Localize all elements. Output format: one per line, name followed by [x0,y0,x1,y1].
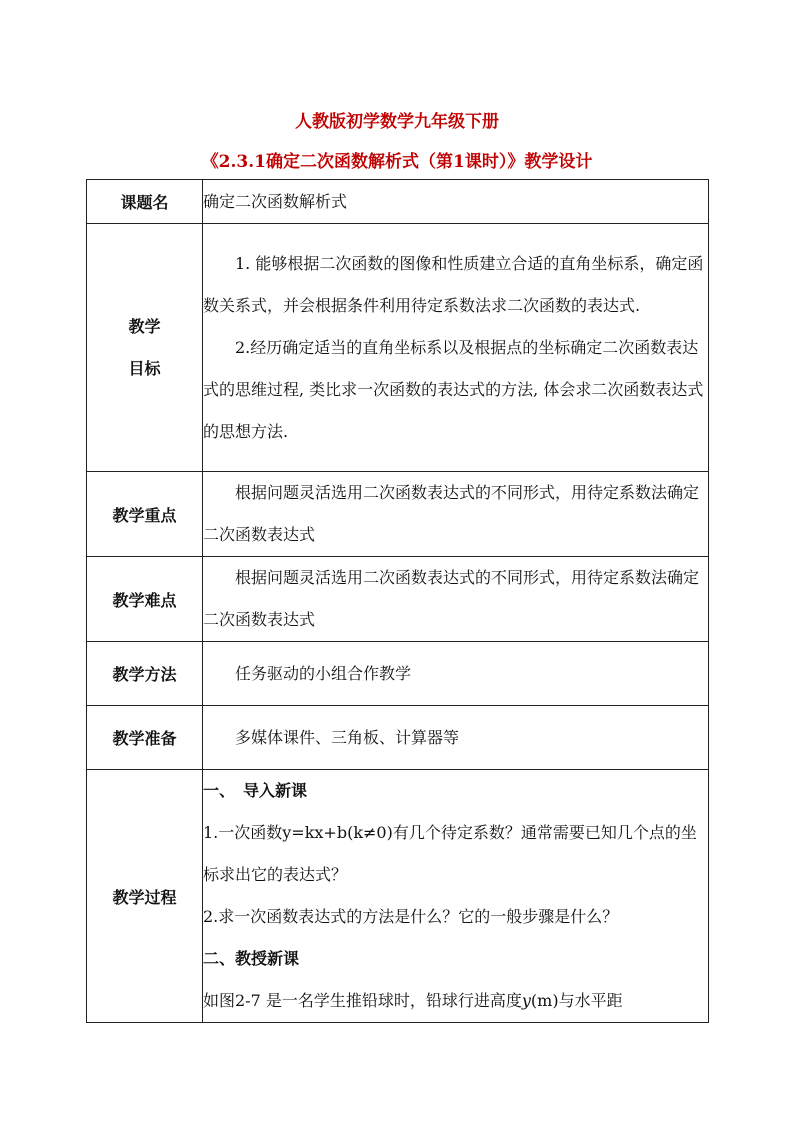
row-method [87,642,709,706]
topic-text: 确定二次函数解析式 [203,191,348,211]
method-text: 任务驱动的小组合作教学 [235,663,412,683]
process-text-b: (m)与水平距 [530,991,623,1010]
difficulties-text: 根据问题灵活选用二次函数表达式的不同形式，用待定系数法确定二次函数表达式 [203,568,700,629]
goals-label-line1: 教学 [128,316,161,336]
preparation-label: 教学准备 [87,706,203,770]
process-value [203,770,709,1023]
document-title-line1: 人教版初学数学九年级下册 [295,112,499,132]
row-preparation [87,706,709,770]
process-question-2: 2.求一次函数表达式的方法是什么？它的一般步骤是什么？ [203,907,619,926]
difficulties-label: 教学难点 [87,557,203,642]
topic-value [203,180,709,224]
row-goals [87,224,709,472]
preparation-text: 多媒体课件、三角板、计算器等 [235,727,460,747]
row-topic [87,180,709,224]
goals-label [87,224,203,472]
topic-label: 课题名 [87,180,203,224]
goals-value [203,224,709,472]
row-key-points [87,472,709,557]
method-value [203,642,709,706]
key-points-text: 根据问题灵活选用二次函数表达式的不同形式，用待定系数法确定二次函数表达式 [203,483,700,544]
document-title-line2: 《2.3.1确定二次函数解析式（第1课时）》教学设计 [201,152,593,172]
difficulties-value [203,557,709,642]
process-question-1: 1.一次函数y=kx+b(k≠0)有几个待定系数？通常需要已知几个点的坐标求出它的表达式？ [203,823,697,884]
process-label: 教学过程 [87,770,203,1023]
lesson-plan-table [86,179,709,1023]
goals-label-line2: 目标 [128,358,161,378]
key-points-label: 教学重点 [87,472,203,557]
process-section-2: 二、教授新课 [203,949,300,968]
row-difficulties [87,557,709,642]
goal-1: 1. 能够根据二次函数的图像和性质建立合适的直角坐标系，确定函数关系式，并会根据条件利用待定系数法求二次函数的表达式. [203,253,704,315]
row-process [87,770,709,1023]
key-points-value [203,472,709,557]
preparation-value [203,706,709,770]
process-paragraph [203,980,708,1022]
goal-2: 2.经历确定适当的直角坐标系以及根据点的坐标确定二次函数表达式的思维过程, 类比求一次函数的表达式的方法, 体会求二次函数表达式的思想方法. [203,337,704,441]
variable-y: y [521,991,531,1010]
process-section-1: 一、 导入新课 [203,781,308,800]
process-text-a: 如图2-7 是一名学生推铅球时，铅球行进高度 [203,991,522,1010]
method-label: 教学方法 [87,642,203,706]
